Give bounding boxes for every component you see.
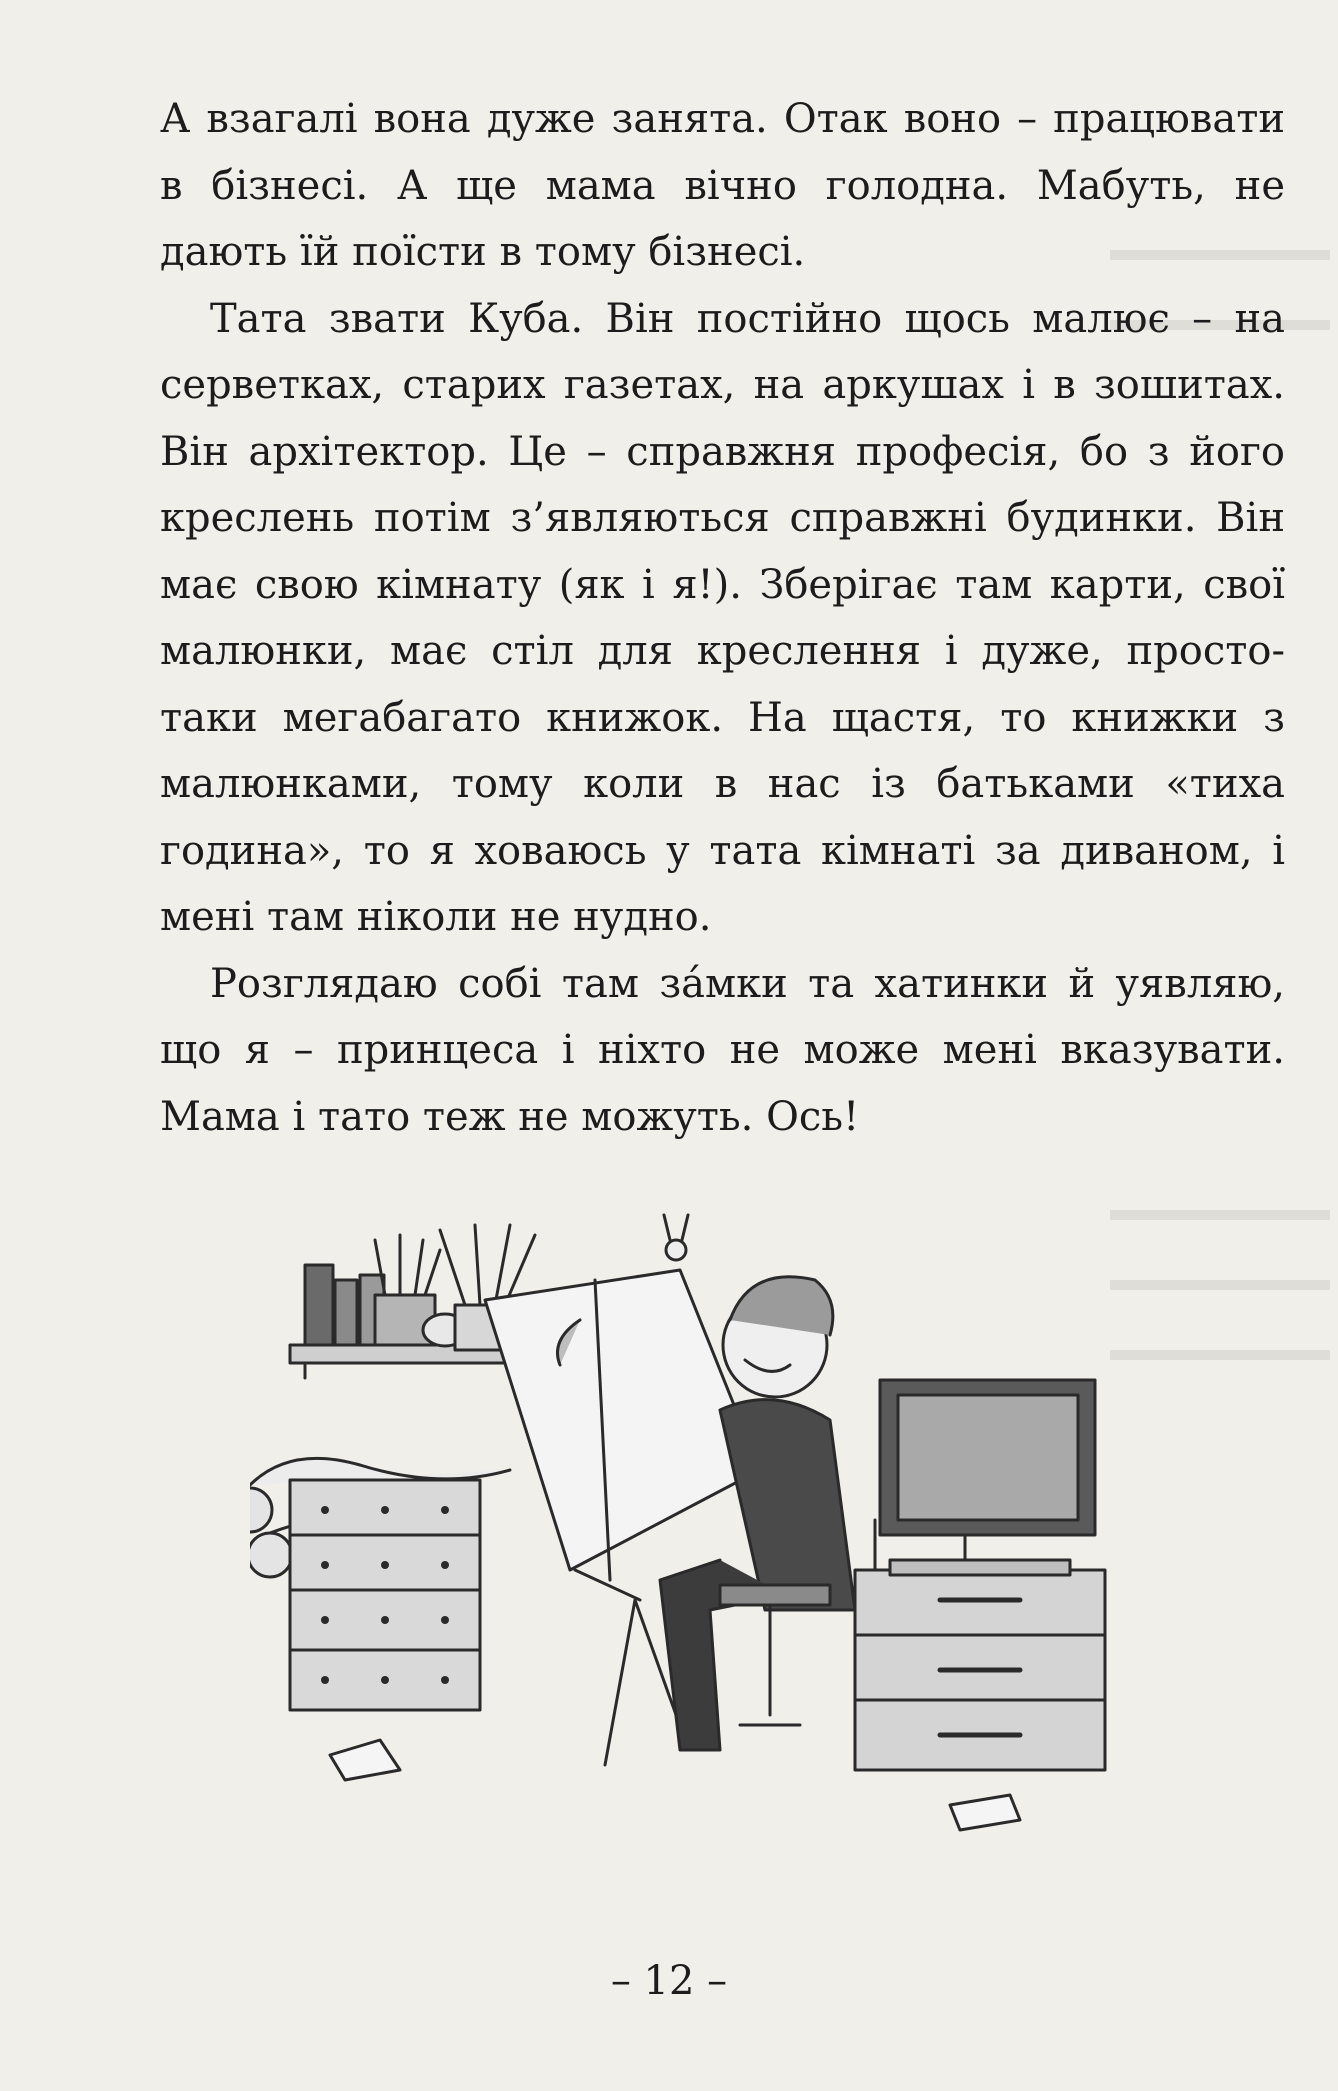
paragraph-2: Тата звати Куба. Він постійно щось малює – на серветках, старих газетах, на аркушах і в зошитах. Він архітектор. Це – справжня професія, бо з його креслень потім з’являються справжні будинки. Він має свою кімнату (як і я!). Зберігає там карти, свої малюнки, має стіл для креслення і дуже, просто-таки мегабагато книжок. На щастя, то книжки з малюнками, тому коли в нас із батьками «тиха година», то я ховаюсь у тата кімнаті за диваном, і мені там ніколи не нудно. — [160, 295, 1285, 940]
body-text — [160, 86, 1285, 1150]
paragraph-1: А взагалі вона дуже занята. Отак воно – працювати в бізнесі. А ще мама вічно голодна. Мабуть, не дають їй поїсти в тому бізнесі. — [160, 96, 1285, 275]
paragraph-3: Розглядаю собі там за́мки та хатинки й уявляю, що я – принцеса і ніхто не може мені вказувати. Мама і тато теж не можуть. Ось! — [160, 960, 1285, 1140]
page-number: – 12 – — [610, 1958, 728, 2004]
architect-at-drawing-board-illustration — [250, 1180, 1150, 1880]
